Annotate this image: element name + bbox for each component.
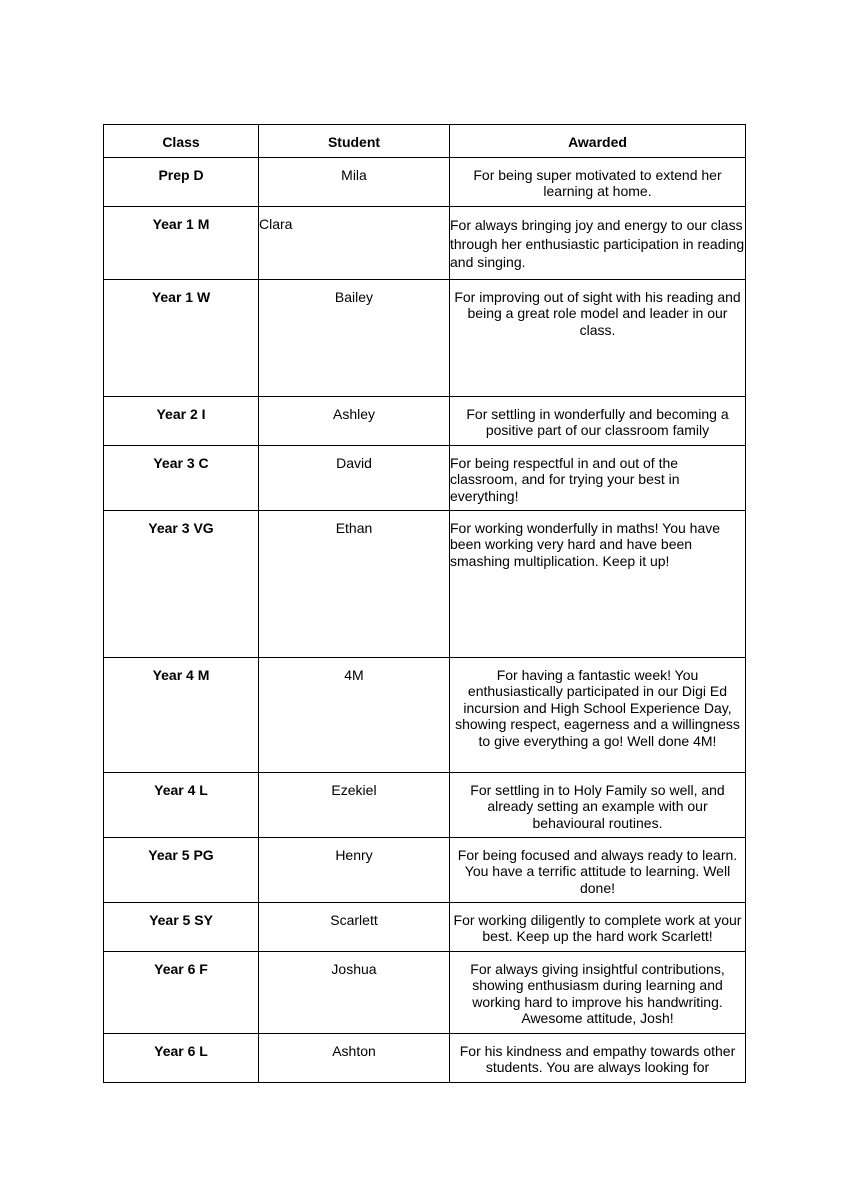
awarded-cell: For always bringing joy and energy to our class through her enthusiastic participation in reading and singing. [450,207,746,280]
class-cell: Year 5 SY [104,903,259,952]
table-row [104,838,746,903]
student-cell: Joshua [259,952,450,1034]
student-cell: 4M [259,658,450,773]
class-cell: Year 2 I [104,397,259,446]
header-row [104,125,746,158]
table-row [104,207,746,280]
header-awarded: Awarded [450,125,746,158]
class-cell: Year 5 PG [104,838,259,903]
class-cell: Year 4 L [104,773,259,838]
student-cell: Ethan [259,511,450,658]
class-cell: Year 4 M [104,658,259,773]
awarded-cell: For always giving insightful contributions, showing enthusiasm during learning and working hard to improve his handwriting. Awesome attitude, Josh! [450,952,746,1034]
awarded-cell: For being respectful in and out of the classroom, and for trying your best in everything! [450,446,746,511]
student-cell: Scarlett [259,903,450,952]
class-cell: Year 6 L [104,1034,259,1083]
class-cell: Year 3 C [104,446,259,511]
awarded-cell: For being focused and always ready to learn. You have a terrific attitude to learning. Well done! [450,838,746,903]
student-cell: Ezekiel [259,773,450,838]
class-cell: Year 1 W [104,280,259,397]
class-cell: Year 3 VG [104,511,259,658]
table-row [104,511,746,658]
awarded-cell: For having a fantastic week! You enthusiastically participated in our Digi Ed incursion and High School Experience Day, showing respect, eagerness and a willingness to give everything a go! Well done 4M! [450,658,746,773]
student-cell: Ashley [259,397,450,446]
class-cell: Year 1 M [104,207,259,280]
table-row [104,158,746,207]
class-cell: Year 6 F [104,952,259,1034]
table-row [104,903,746,952]
awarded-cell: For working diligently to complete work at your best. Keep up the hard work Scarlett! [450,903,746,952]
awarded-cell: For being super motivated to extend her learning at home. [450,158,746,207]
awards-table [103,124,746,1083]
table-row [104,952,746,1034]
awarded-cell: For working wonderfully in maths! You have been working very hard and have been smashing multiplication. Keep it up! [450,511,746,658]
awarded-cell: For improving out of sight with his reading and being a great role model and leader in our class. [450,280,746,397]
student-cell: Henry [259,838,450,903]
table-row [104,658,746,773]
awarded-cell: For his kindness and empathy towards other students. You are always looking for [450,1034,746,1083]
table-row [104,1034,746,1083]
student-cell: Clara [259,207,450,280]
header-class: Class [104,125,259,158]
student-cell: Bailey [259,280,450,397]
awarded-cell: For settling in wonderfully and becoming a positive part of our classroom family [450,397,746,446]
class-cell: Prep D [104,158,259,207]
table-row [104,446,746,511]
table-row [104,280,746,397]
table-row [104,397,746,446]
awarded-cell: For settling in to Holy Family so well, and already setting an example with our behavioural routines. [450,773,746,838]
student-cell: Ashton [259,1034,450,1083]
student-cell: Mila [259,158,450,207]
student-cell: David [259,446,450,511]
table-row [104,773,746,838]
header-student: Student [259,125,450,158]
